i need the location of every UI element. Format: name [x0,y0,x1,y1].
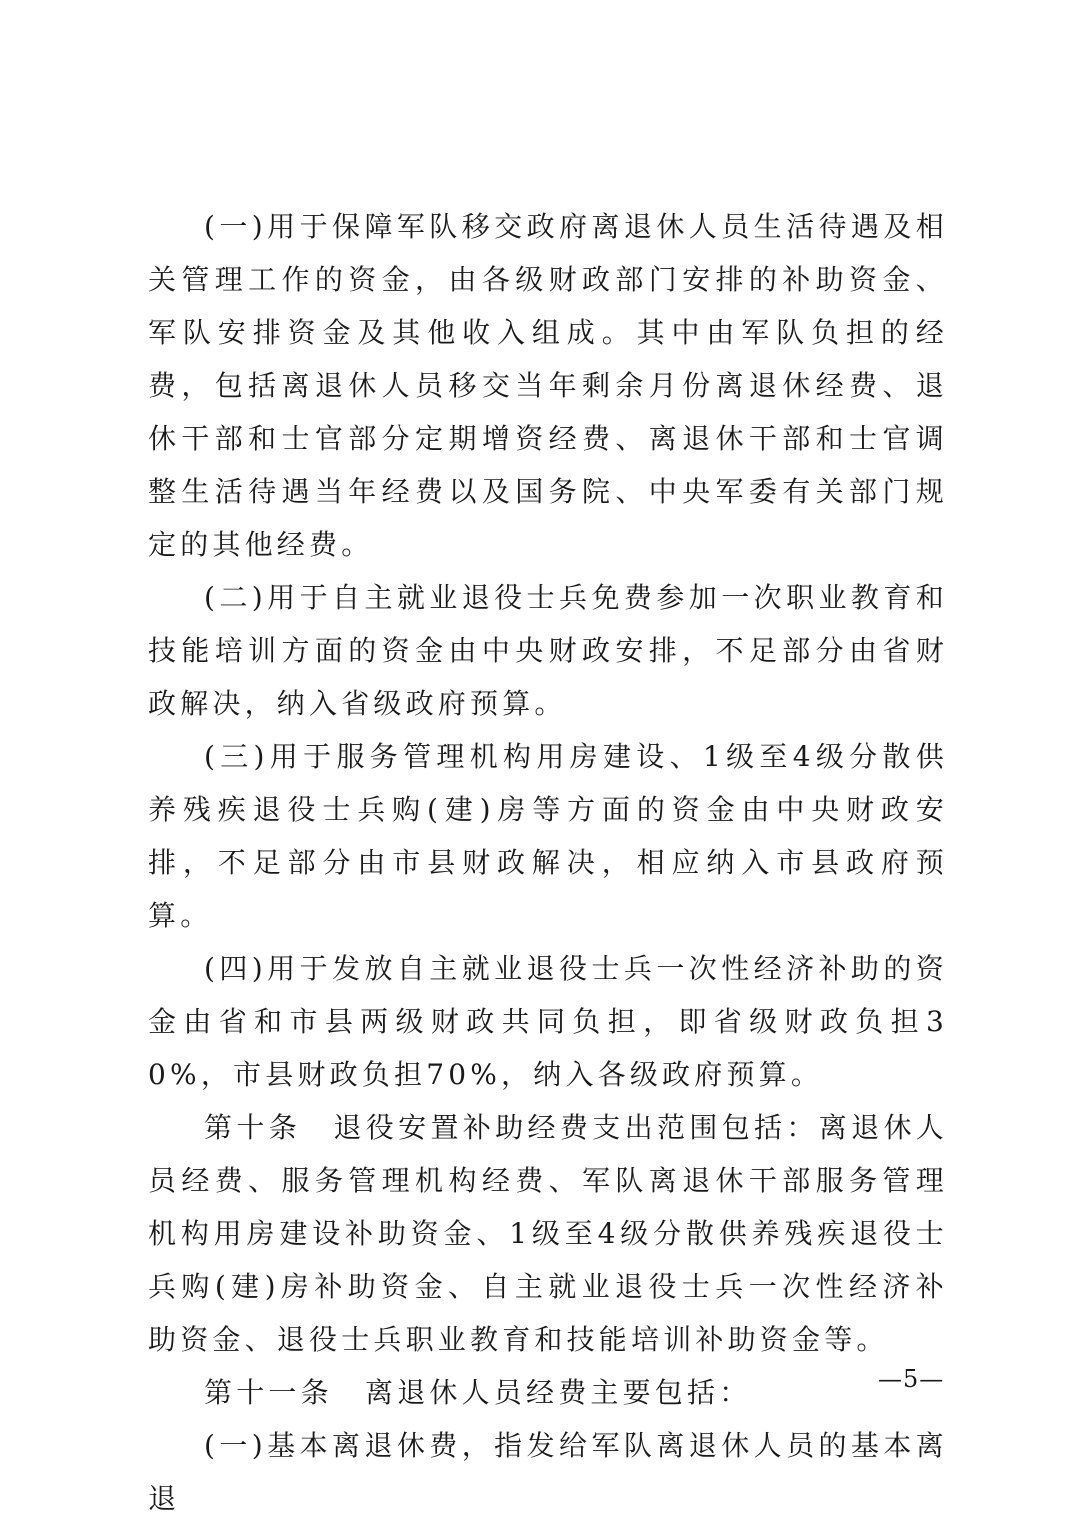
article-10: 第十条 退役安置补助经费支出范围包括：离退休人员经费、服务管理机构经费、军队离退休干部服务管理机构用房建设补助资金、1级至4级分散供养残疾退役士兵购(建)房补助资金、自主就业退役士兵一次性经济补助资金、退役士兵职业教育和技能培训补助资金等。 [148,1111,948,1356]
paragraph-4: (四)用于发放自主就业退役士兵一次性经济补助的资金由省和市县两级财政共同负担，即省级财政负担30%，市县财政负担70%，纳入各级政府预算。 [148,952,948,1091]
page-number: —5— [878,1365,945,1393]
paragraph-1: (一)用于保障军队移交政府离退休人员生活待遇及相关管理工作的资金，由各级财政部门安排的补助资金、军队安排资金及其他收入组成。其中由军队负担的经费，包括离退休人员移交当年剩余月份离退休经费、退休干部和士官部分定期增资经费、离退休干部和士官调整生活待遇当年经费以及国务院、中央军委有关部门规定的其他经费。 [148,210,948,561]
paragraph-article-11-item-1: (一)基本离退休费，指发给军队离退休人员的基本离退 [148,1429,948,1515]
article-11: 第十一条 离退休人员经费主要包括： [204,1376,752,1409]
body-text [148,200,948,1525]
paragraph-2: (二)用于自主就业退役士兵免费参加一次职业教育和技能培训方面的资金由中央财政安排，不足部分由省财政解决，纳入省级政府预算。 [148,581,948,720]
paragraph-3: (三)用于服务管理机构用房建设、1级至4级分散供养残疾退役士兵购(建)房等方面的资金由中央财政安排，不足部分由市县财政解决，相应纳入市县政府预算。 [148,740,948,932]
